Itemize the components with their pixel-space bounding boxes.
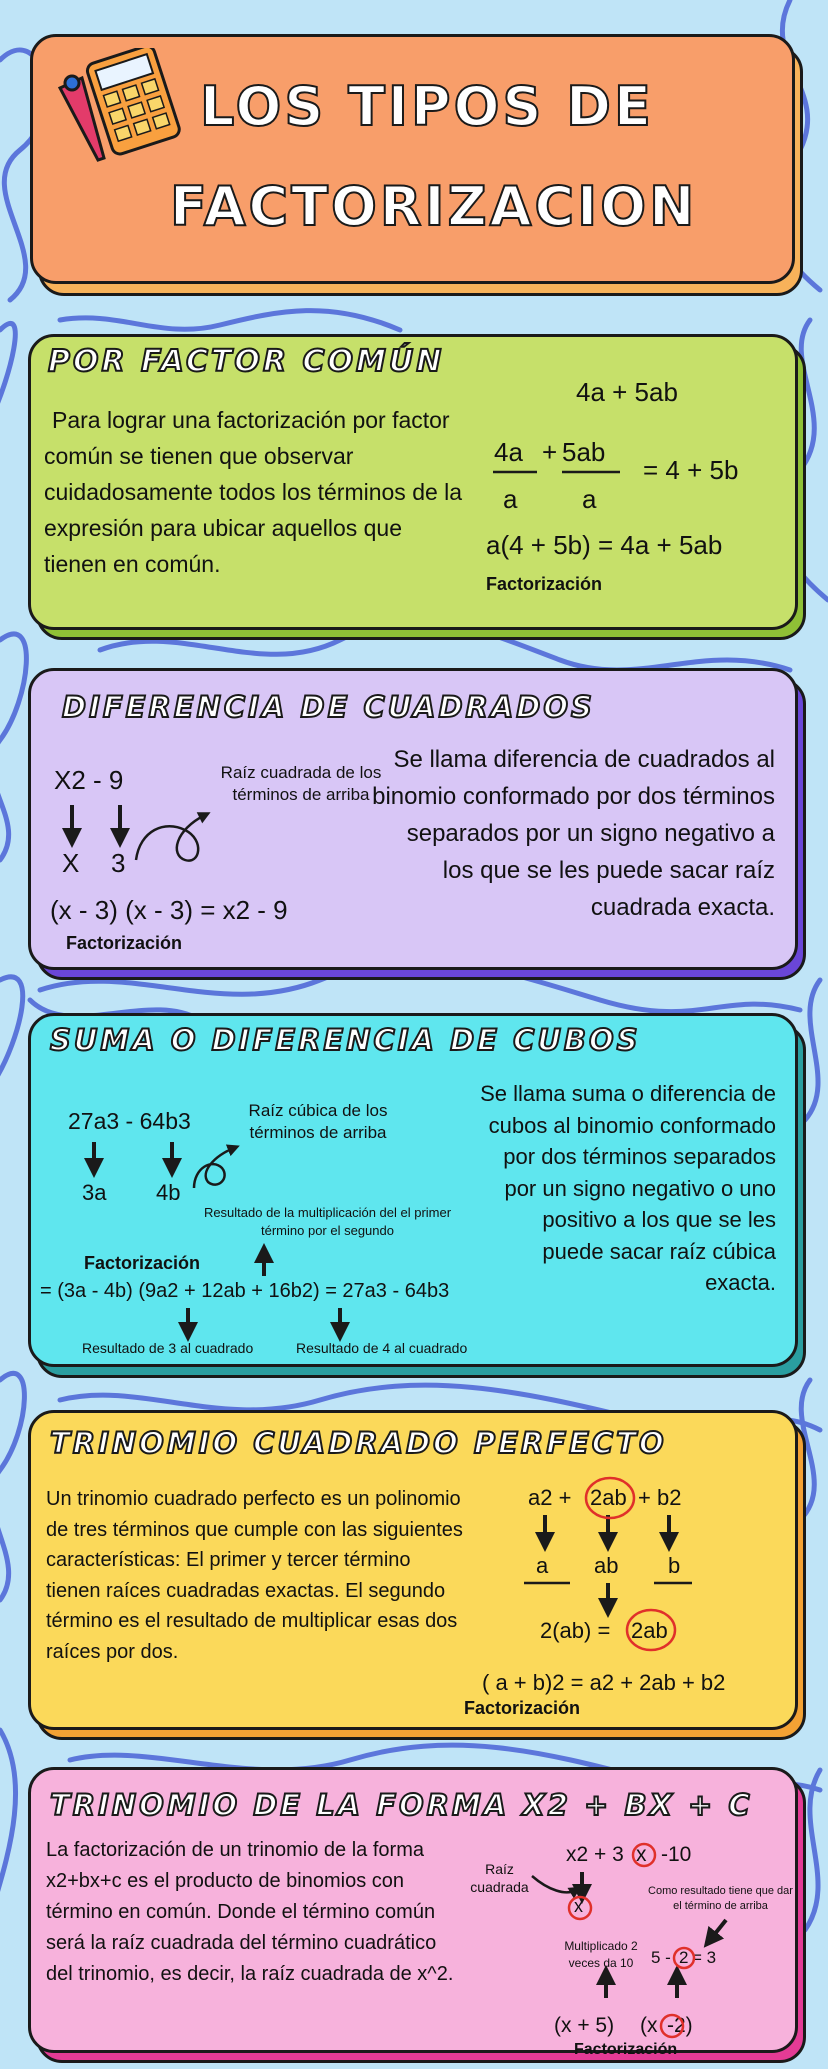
fraction-den1: a	[503, 484, 518, 514]
root-note: Raíz cuadrada de los términos de arriba	[220, 763, 382, 804]
term-a2: a2 +	[528, 1485, 572, 1510]
section-heading: TRINOMIO DE LA FORMA X2 + BX + C	[50, 1788, 753, 1822]
factorization-label: Factorización	[464, 1698, 581, 1718]
section-heading: TRINOMIO CUADRADO PERFECTO	[50, 1426, 667, 1460]
root-term-1: 3a	[82, 1180, 107, 1205]
factorization-result: ( a + b)2 = a2 + 2ab + b2	[482, 1670, 726, 1695]
result-note: Como resultado tiene que dar el término de arriba	[648, 1885, 793, 1912]
fraction-num1: 4a	[494, 437, 523, 467]
root-b: b	[668, 1553, 681, 1578]
root-note: Raíz cúbica de los términos de arriba	[248, 1101, 388, 1142]
calc-part-a: 5 -	[651, 1948, 671, 1967]
root-term: x	[574, 1896, 583, 1916]
math-expression: X2 - 9	[54, 765, 124, 795]
section-heading: POR FACTOR COMÚN	[48, 344, 445, 379]
multiplication-note: Resultado de la multiplicación del el primer término por el segundo	[203, 1205, 452, 1238]
fraction-result: = 4 + 5b	[643, 455, 739, 485]
fraction-num2: 5ab	[562, 437, 606, 467]
page-title-line1: LOS TIPOS DE	[200, 75, 654, 138]
calc-part-c: = 3	[692, 1948, 717, 1967]
section-description: La factorización de un trinomio de la forma x2+bx+c es el producto de binomios con término en común. Donde el término común será la raíz cuadrada del término cuadrático del trinomio, es decir, la raíz cuadrada de x^2.	[46, 1839, 454, 1985]
expr-part-c: -10	[661, 1843, 692, 1866]
factorization-result: (x - 3) (x - 3) = x2 - 9	[50, 895, 288, 925]
root-term-2: 3	[111, 848, 126, 878]
fraction-den2: a	[582, 484, 597, 514]
section-description: Para lograr una factorización por factor común se tienen que observar cuidadosamente todos los términos de la expresión para ubicar aquellos que tienen en común.	[44, 407, 463, 577]
page-title-line2: FACTORIZACION	[170, 175, 698, 238]
factorization-result: a(4 + 5b) = 4a + 5ab	[486, 530, 723, 560]
binomial-2-end: -2)	[667, 2014, 693, 2037]
note-3-squared: Resultado de 3 al cuadrado	[82, 1340, 254, 1356]
factorization-label: Factorización	[574, 2041, 678, 2058]
factorization-label: Factorización	[84, 1253, 201, 1273]
fraction-plus: +	[542, 437, 558, 467]
section-heading: SUMA O DIFERENCIA DE CUBOS	[50, 1023, 641, 1057]
middle-term-value: 2ab	[631, 1618, 668, 1643]
root-term-2: 4b	[156, 1180, 181, 1205]
expr-part-a: x2 + 3	[566, 1843, 624, 1866]
calc-part-b: 2	[679, 1948, 689, 1967]
root-note: Raíz cuadrada	[470, 1861, 529, 1895]
note-4-squared: Resultado de 4 al cuadrado	[296, 1340, 468, 1356]
root-term-1: X	[62, 848, 80, 878]
multiplied-note: Multiplicado 2 veces da 10	[564, 1939, 638, 1970]
term-2ab: 2ab	[590, 1485, 627, 1510]
section-heading: DIFERENCIA DE CUADRADOS	[62, 690, 595, 724]
factorization-label: Factorización	[486, 574, 603, 594]
expr-part-b: x	[636, 1843, 647, 1866]
section-description: Se llama suma o diferencia de cubos al binomio conformado por dos términos separados por un signo negativo o uno positivo a los que se les puede sacar raíz cúbica exacta.	[480, 1081, 776, 1295]
root-a: a	[536, 1553, 549, 1578]
math-expression: 4a + 5ab	[576, 377, 678, 407]
calculator-icon	[52, 48, 182, 168]
factorization-result: = (3a - 4b) (9a2 + 12ab + 16b2) = 27a3 - 64b3	[40, 1280, 450, 1302]
term-b2: + b2	[638, 1485, 682, 1510]
section-description: Un trinomio cuadrado perfecto es un polinomio de tres términos que cumple con las siguientes características: El primer y tercer término tienen raíces cuadradas exactas. El segundo término es el resultado de multiplicar esas dos raíces por dos.	[46, 1488, 463, 1663]
math-expression: 27a3 - 64b3	[68, 1108, 191, 1134]
middle-term-prefix: 2(ab) =	[540, 1618, 611, 1643]
section-description: Se llama diferencia de cuadrados al binomio conformado por dos términos separados por un signo negativo a los que se les puede sacar raíz cuadrada exacta.	[372, 746, 775, 921]
factorization-label: Factorización	[66, 933, 183, 953]
binomial-1: (x + 5)	[554, 2014, 615, 2037]
binomial-2-start: (x	[640, 2014, 658, 2037]
root-ab: ab	[594, 1553, 619, 1578]
